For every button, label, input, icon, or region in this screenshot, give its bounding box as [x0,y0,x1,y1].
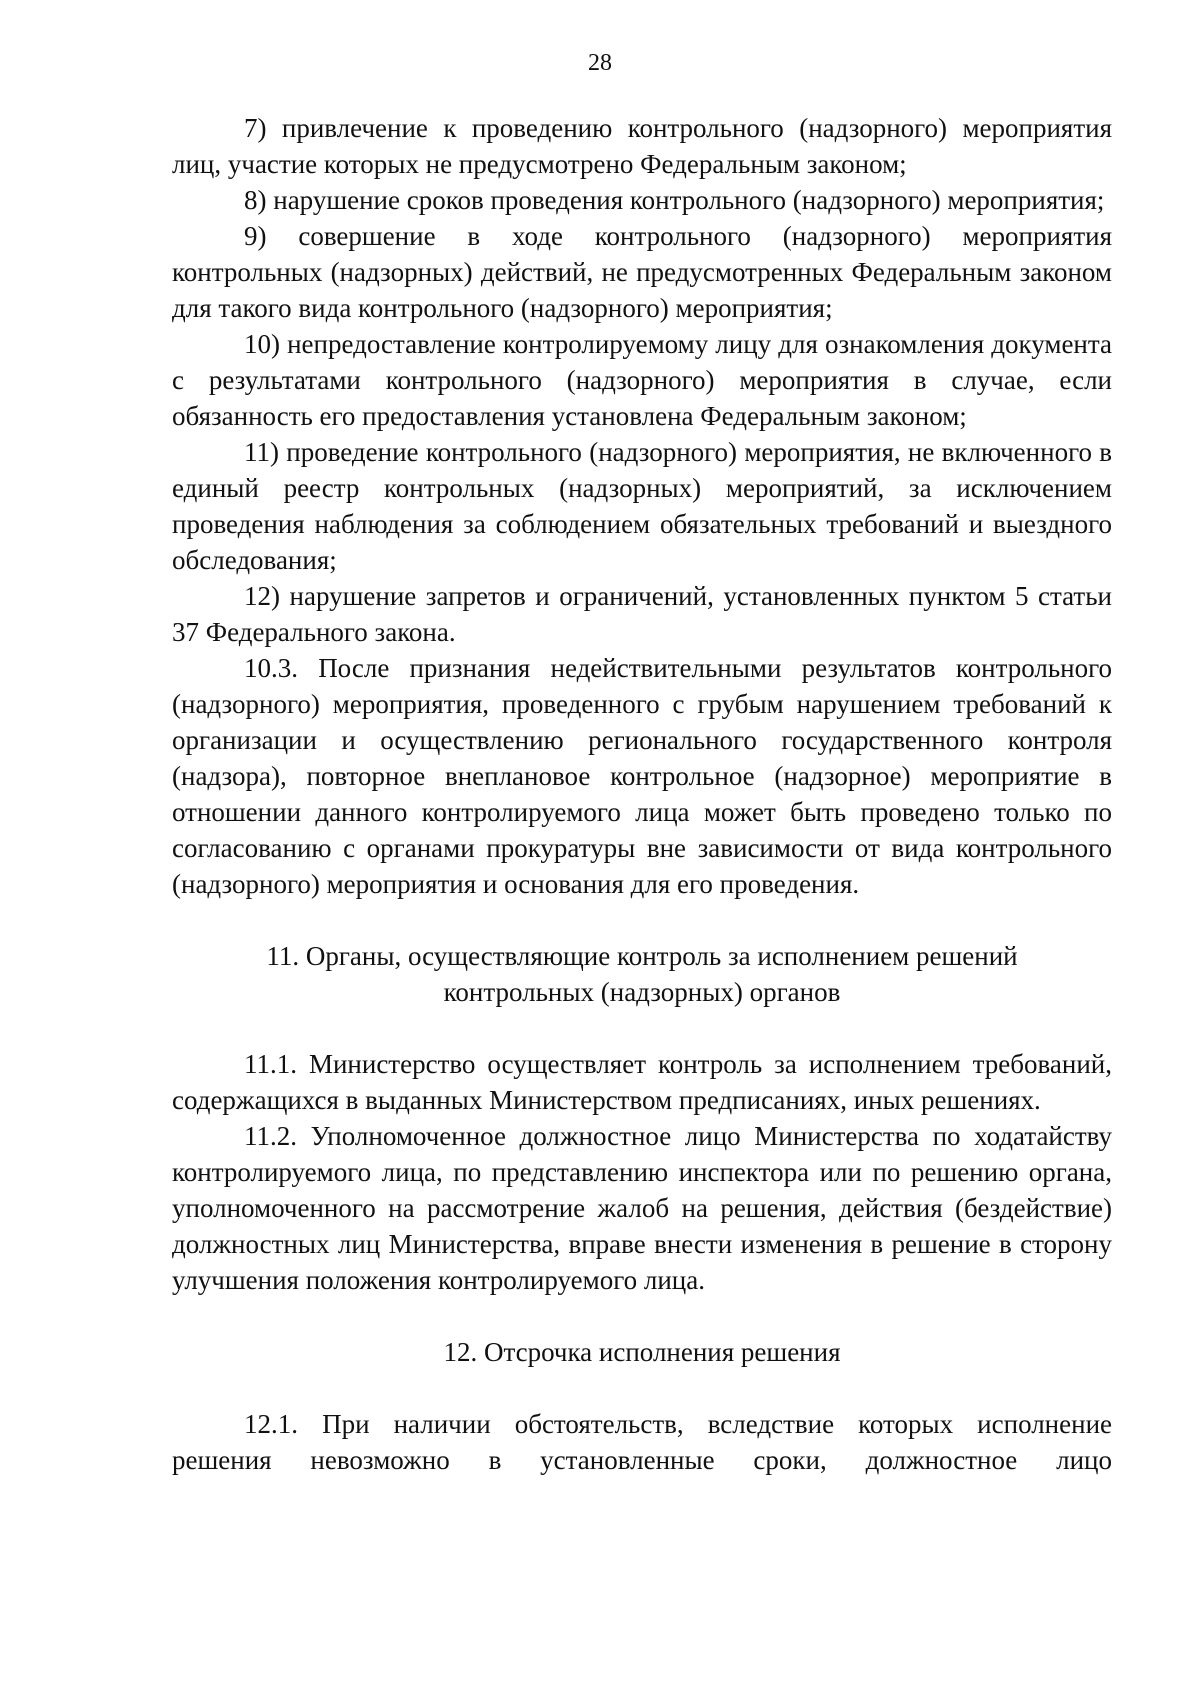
section-12-heading: 12. Отсрочка исполнения решения [443,1337,841,1367]
section-11-heading [172,938,1112,1010]
section-11-heading-line1: 11. Органы, осуществляющие контроль за исполнением решений [266,941,1018,971]
paragraph-item-9: 9) совершение в ходе контрольного (надзорного) мероприятия контрольных (надзорных) действий, не предусмотренных Федеральным законом для такого вида контрольного (надзорного) мероприятия; [172,221,1112,323]
paragraph-item-10: 10) непредоставление контролируемому лицу для ознакомления документа с результатами контрольного (надзорного) мероприятия в случае, если обязанность его предоставления установлена Федеральным законом; [172,329,1112,431]
page-number: 28 [588,50,612,76]
paragraph-12-1: 12.1. При наличии обстоятельств, вследствие которых исполнение решения невозможно в установленные сроки, должностное лицо [172,1409,1112,1475]
paragraph-item-11: 11) проведение контрольного (надзорного) мероприятия, не включенного в единый реестр контрольных (надзорных) мероприятий, за исключением проведения наблюдения за соблюдением обязательных требований и выездного обследования; [172,437,1112,575]
paragraph-11-1: 11.1. Министерство осуществляет контроль за исполнением требований, содержащихся в выданных Министерством предписаниях, иных решениях. [172,1049,1112,1115]
paragraph-item-7: 7) привлечение к проведению контрольного (надзорного) мероприятия лиц, участие которых не предусмотрено Федеральным законом; [172,113,1112,179]
section-spacer [172,1370,1112,1406]
paragraph-10-3: 10.3. После признания недействительными результатов контрольного (надзорного) мероприятия, проведенного с грубым нарушением требований к организации и осуществлению регионального государственного контроля (надзора), повторное внеплановое контрольное (надзорное) мероприятие в отношении данного контролируемого лица может быть проведено только по согласованию с органами прокуратуры вне зависимости от вида контрольного (надзорного) мероприятия и основания для его проведения. [172,653,1112,899]
document-body [172,110,1112,1478]
paragraph-item-8: 8) нарушение сроков проведения контрольного (надзорного) мероприятия; [244,185,1105,215]
section-11-heading-line2: контрольных (надзорных) органов [443,977,841,1007]
section-spacer [172,1010,1112,1046]
paragraph-item-12: 12) нарушение запретов и ограничений, установленных пунктом 5 статьи 37 Федерального закона. [172,581,1112,647]
section-spacer [172,902,1112,938]
paragraph-11-2: 11.2. Уполномоченное должностное лицо Министерства по ходатайству контролируемого лица, по представлению инспектора или по решению органа, уполномоченного на рассмотрение жалоб на решения, действия (бездействие) должностных лиц Министерства, вправе внести изменения в решение в сторону улучшения положения контролируемого лица. [172,1121,1112,1295]
section-spacer [172,1298,1112,1334]
